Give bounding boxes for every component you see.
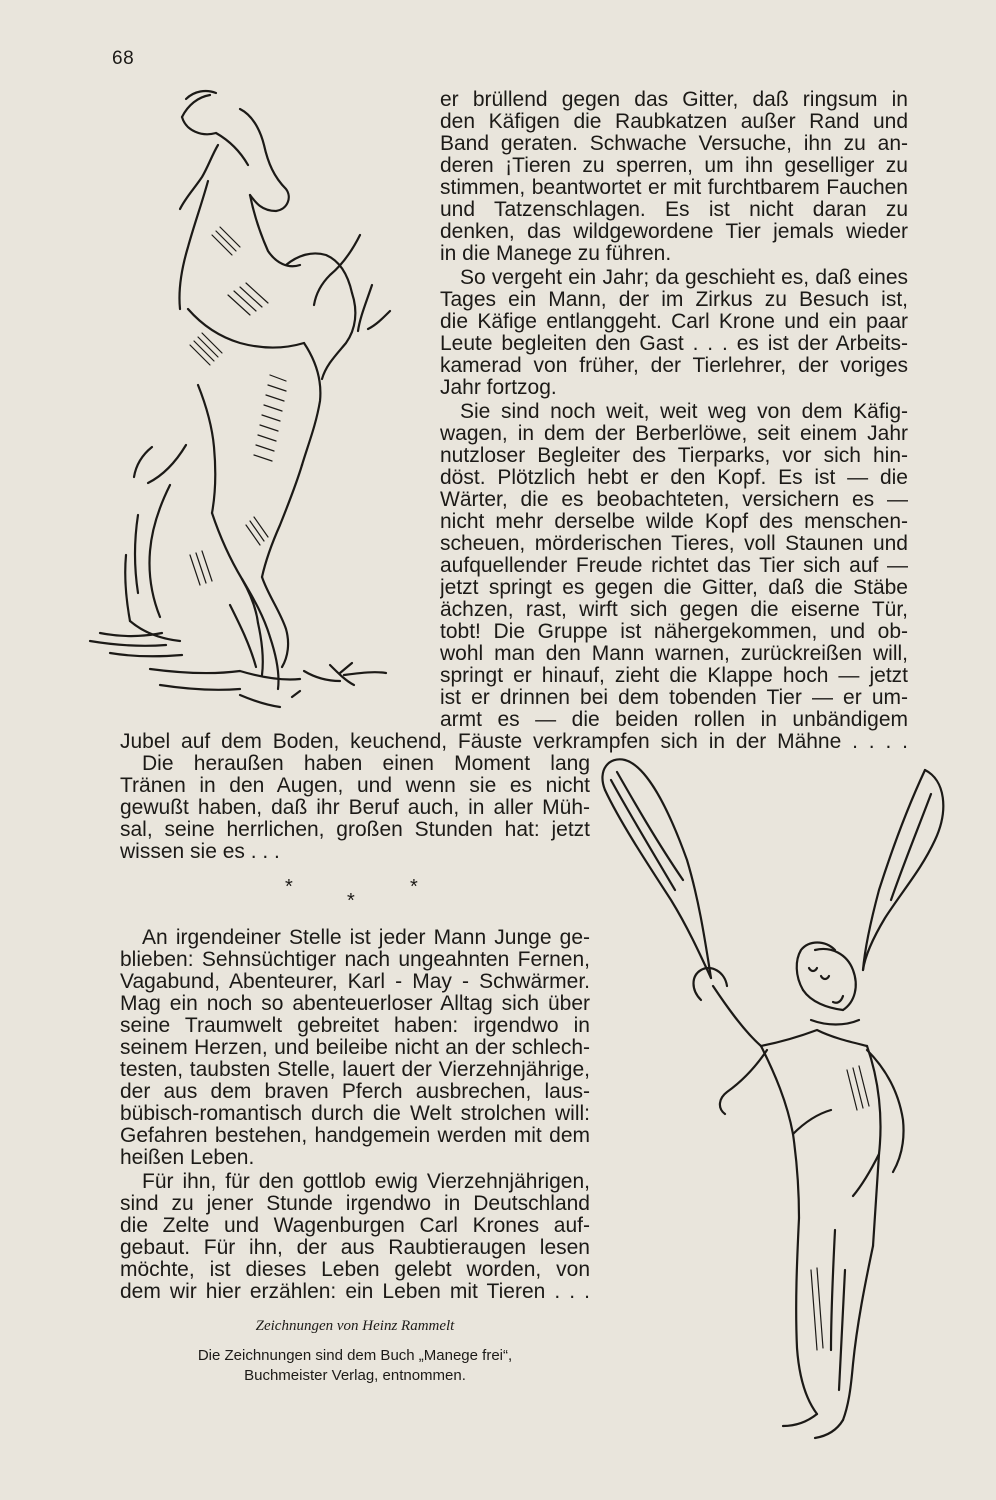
text-line: Mag ein noch so abenteuerloser Alltag sich über: [120, 992, 590, 1015]
text-line: seinem Herzen, und beileibe nicht an der schlech-: [120, 1036, 590, 1059]
text-line: springt er hinauf, zieht die Klappe hoch — jetzt: [440, 664, 908, 687]
text-line: sal, seine herrlichen, großen Stunden hat: jetzt: [120, 818, 590, 841]
text-line: Sie sind noch weit, weit weg von dem Käfig-: [460, 400, 908, 423]
separator-asterisk: *: [410, 876, 418, 898]
text-line: er brüllend gegen das Gitter, daß ringsum in: [440, 88, 908, 111]
text-line: sind zu jener Stunde irgendwo in Deutschland: [120, 1192, 590, 1215]
text-line: nicht mehr derselbe wilde Kopf des menschen-: [440, 510, 908, 533]
clown-with-whip-illustration: [595, 750, 955, 1450]
text-line: scheuen, mörderischen Tieres, voll Staunen und: [440, 532, 908, 555]
rearing-horse-illustration: [90, 85, 390, 725]
text-line: und Tatzenschlagen. Es ist nicht daran zu: [440, 198, 908, 221]
text-line: aufquellender Freude richtet das Tier sich auf —: [440, 554, 908, 577]
text-line: deren ¡Tieren zu sperren, um ihn geselliger zu: [440, 154, 908, 177]
text-line: tobt! Die Gruppe ist nähergekommen, und ob-: [440, 620, 908, 643]
text-line: döst. Plötzlich hebt er den Kopf. Es ist — die: [440, 466, 908, 489]
text-line: Jubel auf dem Boden, keuchend, Fäuste verkrampfen sich in der Mähne . . . .: [120, 730, 908, 753]
text-line: wissen sie es . . .: [120, 840, 280, 863]
text-line: Tages ein Mann, der im Zirkus zu Besuch ist,: [440, 288, 908, 311]
text-line: heißen Leben.: [120, 1146, 255, 1169]
text-line: den Käfigen die Raubkatzen außer Rand und: [440, 110, 908, 133]
text-line: in die Manege zu führen.: [440, 242, 672, 265]
text-line: Für ihn, für den gottlob ewig Vierzehnjährigen,: [142, 1170, 590, 1193]
text-line: der aus dem braven Pferch ausbrechen, laus-: [120, 1080, 590, 1103]
illustration-credit: [120, 1318, 590, 1335]
illustrator-credit: Zeichnungen von Heinz Rammelt: [255, 1318, 455, 1334]
text-line: bübisch-romantisch durch die Welt strolchen will:: [120, 1102, 590, 1125]
separator-asterisk: *: [347, 890, 355, 912]
source-line: Die Zeichnungen sind dem Buch „Manege frei“,: [197, 1347, 513, 1364]
text-line: ächzen, rast, wirft sich gegen die eiserne Tür,: [440, 598, 908, 621]
text-line: die Zelte und Wagenburgen Carl Krones auf-: [120, 1214, 590, 1237]
separator-asterisk: *: [285, 876, 293, 898]
text-line: jetzt springt es gegen die Gitter, daß die Stäbe: [440, 576, 908, 599]
text-line: Vagabund, Abenteurer, Karl - May - Schwärmer.: [120, 970, 590, 993]
page-number: 68: [112, 48, 135, 69]
text-line: Band geraten. Schwache Versuche, ihn zu an-: [440, 132, 908, 155]
text-line: testen, taubsten Stelle, lauert der Vierzehnjährige,: [120, 1058, 590, 1081]
source-note: [120, 1346, 590, 1386]
text-line: ist er drinnen bei dem tobenden Tier — er um-: [440, 686, 908, 709]
text-line: kamerad von früher, der Tierlehrer, der voriges: [440, 354, 908, 377]
text-line: wohl man den Mann warnen, zurückreißen will,: [440, 642, 908, 665]
text-line: seine Traumwelt gebreitet haben: irgendwo in: [120, 1014, 590, 1037]
text-line: blieben: Sehnsüchtiger nach ungeahnten Fernen,: [120, 948, 590, 971]
text-line: möchte, ist dieses Leben gelebt worden, von: [120, 1258, 590, 1281]
text-line: Leute begleiten den Gast . . . es ist der Arbeits-: [440, 332, 908, 355]
text-line: nutzloser Begleiter des Tierparks, vor sich hin-: [440, 444, 908, 467]
text-line: wagen, in dem der Berberlöwe, seit einem Jahr: [440, 422, 908, 445]
text-line: denken, das wildgewordene Tier jemals wieder: [440, 220, 908, 243]
text-line: Wärter, die es beobachteten, versichern es —: [440, 488, 908, 511]
text-line: Die heraußen haben einen Moment lang: [142, 752, 590, 775]
text-line: Tränen in den Augen, und wenn sie es nicht: [120, 774, 590, 797]
text-line: So vergeht ein Jahr; da geschieht es, daß eines: [460, 266, 908, 289]
text-line: Jahr fortzog.: [440, 376, 557, 399]
text-line: gewußt haben, daß ihr Beruf auch, in aller Müh-: [120, 796, 590, 819]
text-line: An irgendeiner Stelle ist jeder Mann Junge ge-: [142, 926, 590, 949]
text-line: stimmen, beantwortet er mit furchtbarem Fauchen: [440, 176, 908, 199]
text-line: armt es — die beiden rollen in unbändigem: [440, 708, 908, 731]
text-line: gebaut. Für ihn, der aus Raubtieraugen lesen: [120, 1236, 590, 1259]
text-line: die Käfige entlanggeht. Carl Krone und ein paar: [440, 310, 908, 333]
text-line: Gefahren bestehen, handgemein werden mit dem: [120, 1124, 590, 1147]
text-line: dem wir hier erzählen: ein Leben mit Tieren . . .: [120, 1280, 590, 1303]
source-line: Buchmeister Verlag, entnommen.: [244, 1367, 466, 1384]
